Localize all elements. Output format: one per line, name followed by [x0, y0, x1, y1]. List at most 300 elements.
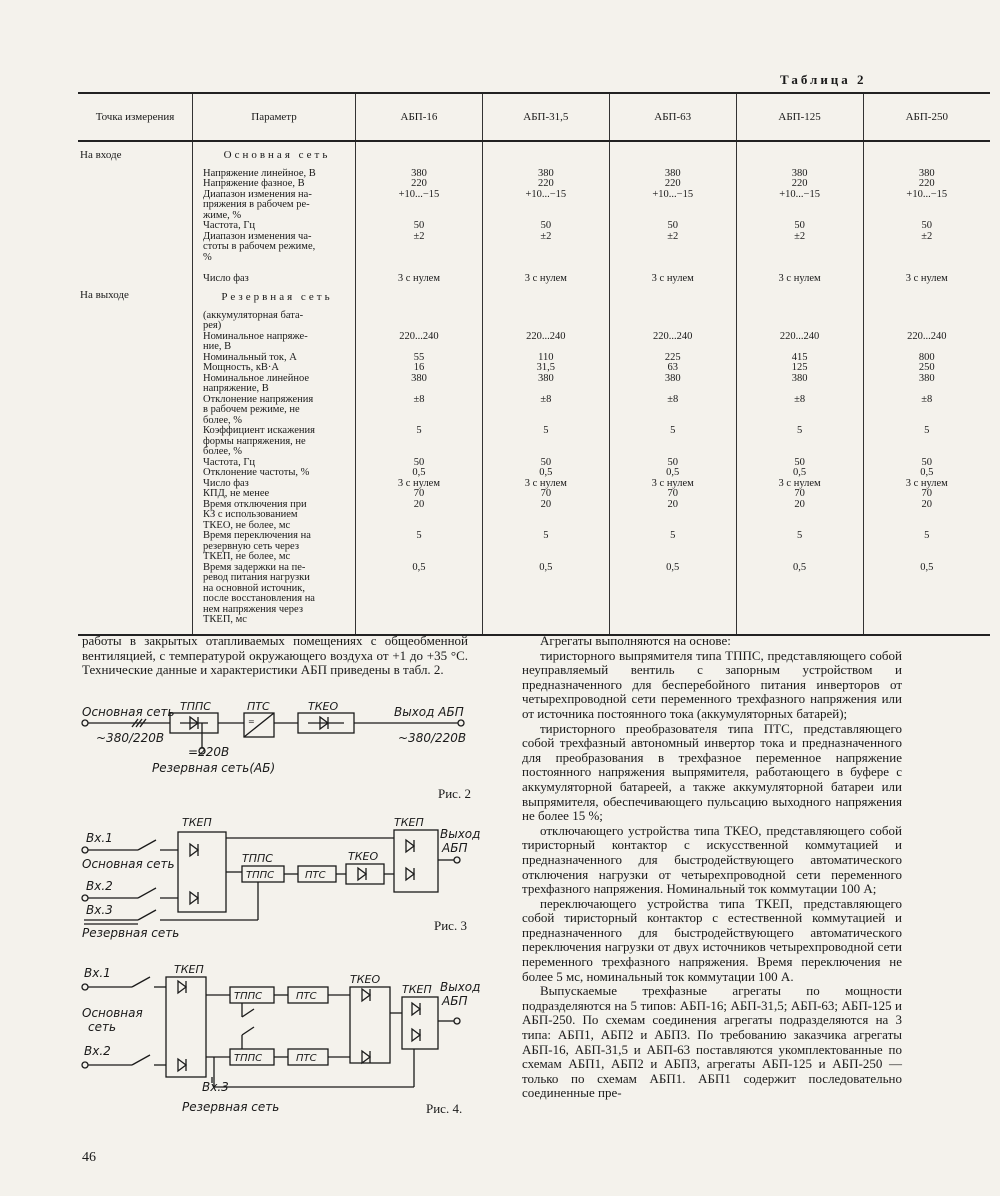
param-line: Диапазон изменения на- — [203, 188, 312, 200]
left-paragraph-text: работы в закрытых отапливаемых помещениях с общеобменной вентиляцией, с температурой окружающего воздуха от +1 до +35 °С. Технические данные и характеристики АБП приведены в табл. 2. — [82, 633, 468, 678]
value-cell: 220...240 — [907, 330, 947, 342]
value-cell: 220...240 — [653, 330, 693, 342]
param-line: более, % — [203, 414, 243, 426]
value-cell — [483, 447, 609, 458]
value-cell: 70 — [413, 488, 425, 499]
value-cell: 50 — [921, 220, 933, 231]
group-main-title: Основная сеть — [223, 149, 331, 161]
value-cell — [737, 342, 863, 353]
value-cell — [483, 605, 609, 616]
value-cell: 50 — [667, 456, 678, 468]
value-cell — [737, 573, 863, 584]
figure-4 — [82, 963, 481, 1120]
value-cell — [737, 437, 863, 448]
value-cell — [356, 200, 482, 211]
value-cell: ±2 — [667, 230, 679, 242]
value-cell: 110 — [538, 351, 554, 363]
value-cell — [483, 584, 609, 595]
value-cell — [356, 384, 482, 395]
param-line: более, % — [203, 446, 243, 457]
param-line: Диапазон изменения ча- — [203, 230, 312, 242]
value-cell — [737, 405, 863, 416]
value-cell — [864, 253, 990, 264]
value-cell — [864, 447, 990, 458]
value-cell — [864, 384, 990, 395]
param-line: Номинальный ток, А — [203, 351, 297, 363]
fig3-caption: Рис. 3 — [434, 918, 467, 933]
value-cell: 70 — [921, 488, 933, 499]
value-cell — [356, 573, 482, 584]
value-cell — [356, 321, 482, 332]
value-cell — [737, 321, 863, 332]
param-line: в рабочем режиме, не — [203, 404, 300, 415]
value-cell — [610, 263, 736, 274]
value-cell — [610, 552, 736, 563]
value-cell — [610, 510, 736, 521]
value-cell: 5 — [416, 530, 422, 541]
param-line: ние, В — [203, 341, 232, 352]
value-cell: 50 — [540, 220, 552, 231]
right-paragraph: отключающего устройства типа ТКЕО, представляющего собой тиристорный контактор с искусственной коммутацией и предназначенного для быстродействующего автоматического отключения нагрузки от четырехпроводной сети переменного трехфазного напряжения. Номинальный ток коммутации 100 А; — [522, 822, 902, 897]
fig4-main-net2: сеть — [88, 1020, 117, 1034]
fig3-out1: Выход — [440, 827, 481, 841]
value-cell — [610, 584, 736, 595]
point-column — [78, 141, 193, 635]
figure-2 — [82, 700, 472, 800]
value-cell: 3 с нулем — [778, 477, 821, 489]
value-cell — [610, 594, 736, 605]
value-cell: ±8 — [413, 393, 425, 405]
value-cell: 220...240 — [526, 330, 566, 342]
param-line — [203, 263, 351, 274]
value-cell: +10...−15 — [398, 188, 440, 200]
fig3-in3: Вх.3 — [86, 903, 113, 917]
fig3-tkep1-label: ТКЕП — [182, 816, 212, 829]
fig4-out2: АБП — [442, 994, 468, 1008]
param-line: ТКЕП, мс — [203, 614, 247, 625]
value-cell — [356, 242, 482, 253]
param-line: Частота, Гц — [203, 456, 256, 468]
value-cell: ±8 — [794, 393, 806, 405]
param-line: КПД, не менее — [203, 488, 270, 499]
value-cell — [737, 242, 863, 253]
fig3-tpps-label: ТППС — [242, 852, 273, 865]
value-cell — [610, 311, 736, 322]
value-cell: ±8 — [667, 393, 679, 405]
fig4-main-net1: Основная — [82, 1006, 143, 1020]
param-line: Число фаз — [203, 477, 249, 489]
fig4-caption: Рис. 4. — [426, 1101, 463, 1116]
value-cell: 5 — [416, 425, 422, 436]
value-cell: ±2 — [921, 230, 933, 242]
param-line: нем напряжения через — [203, 603, 303, 615]
right-paragraph: тиристорного преобразователя типа ПТС, представляющего собой трехфазный автономный инвертор тока и предназначенного для преобразования в трехфазное переменное напряжение постоянного напряжения выпрямителя, работающего в буфере с аккумуляторной батареей, а также аккумуляторной батареи или выпрямителя, обеспечивающего пульсацию выходного напряжения не более 15 %; — [522, 720, 902, 824]
fig3-in2: Вх.2 — [86, 879, 113, 893]
value-cell: ±8 — [540, 393, 552, 405]
fig4-in1: Вх.1 — [84, 966, 111, 980]
value-cell — [356, 311, 482, 322]
fig2-output-terminal — [458, 720, 464, 726]
value-cell: 380 — [791, 167, 808, 179]
value-cell — [483, 384, 609, 395]
value-cell — [483, 594, 609, 605]
header-param: Параметр — [193, 93, 356, 141]
value-cell: 5 — [670, 530, 676, 541]
value-cell — [483, 242, 609, 253]
value-cell — [737, 200, 863, 211]
value-cell — [356, 615, 482, 626]
left-paragraph — [82, 634, 468, 678]
value-cell: 220 — [537, 178, 554, 189]
param-line: Напряжение фазное, В — [203, 178, 305, 189]
value-cell: 3 с нулем — [651, 272, 694, 284]
value-cell — [610, 253, 736, 264]
value-cell: 380 — [664, 372, 681, 384]
fig3-tpps-text: ТППС — [246, 870, 275, 881]
group-reserve-title: Резервная сеть — [221, 291, 333, 303]
value-cell: ±2 — [413, 230, 425, 242]
value-cell — [864, 263, 990, 274]
value-cell: 5 — [543, 425, 549, 436]
value-cell: 50 — [794, 220, 805, 231]
value-cell — [610, 405, 736, 416]
fig2-main-voltage: ~380/220В — [96, 731, 165, 745]
value-cell — [356, 342, 482, 353]
value-cell — [737, 263, 863, 274]
table-caption: Таблица 2 — [780, 72, 867, 87]
value-cell: 3 с нулем — [397, 477, 440, 489]
value-cell: +10...−15 — [906, 188, 948, 200]
param-line: ТКЕО, не более, мс — [203, 519, 291, 531]
value-cell: 125 — [791, 362, 808, 373]
value-cell: 55 — [413, 351, 425, 363]
value-cell — [737, 311, 863, 322]
value-cell: 0,5 — [666, 467, 680, 478]
value-cell — [483, 200, 609, 211]
values-column-abp125 — [736, 141, 863, 635]
value-cell: 380 — [411, 372, 427, 384]
header-abp125: АБП-125 — [736, 93, 863, 141]
value-cell — [737, 384, 863, 395]
value-cell: 380 — [918, 372, 935, 384]
value-cell — [610, 615, 736, 626]
param-line: на основной источник, — [203, 582, 305, 594]
value-cell: +10...−15 — [779, 188, 820, 200]
fig3-in1: Вх.1 — [86, 831, 113, 845]
fig2-pts-label: ПТС — [247, 700, 270, 713]
value-cell: 220...240 — [399, 330, 439, 342]
value-cell — [356, 405, 482, 416]
fig4-pts1-text: ПТС — [296, 991, 317, 1002]
value-cell — [483, 510, 609, 521]
value-cell — [737, 615, 863, 626]
fig3-tkeo-label: ТКЕО — [348, 850, 379, 863]
fig4-pts2-text: ПТС — [296, 1053, 317, 1064]
param-line: (аккумуляторная бата- — [203, 309, 304, 321]
value-cell — [864, 342, 990, 353]
value-cell: 380 — [918, 167, 935, 179]
param-line: формы напряжения, не — [203, 435, 306, 447]
fig4-out1: Выход — [440, 980, 481, 994]
value-cell — [864, 510, 990, 521]
fig3-tkep1-block — [178, 832, 226, 912]
fig2-input-terminal — [82, 720, 88, 726]
right-paragraph: тиристорного выпрямителя типа ТППС, представляющего собой неуправляемый вентиль с запорным устройством и предназначенного для бесперебойного питания инверторов от четырехпроводной сети переменного трехфазного напряжения или от источника постоянного тока (аккумуляторных батарей); — [522, 647, 902, 721]
fig3-out2: АБП — [442, 841, 468, 855]
right-paragraph: переключающего устройства типа ТКЕП, представляющего собой тиристорный контактор с естественной коммутацией и предназначенного для быстродействующего автоматического переключения нагрузки от двух источников четырехпроводной сети переменного трехфазного напряжения. Время переключения не более 5 мс, номинальный ток коммутации 100 А. — [522, 895, 902, 984]
value-cell — [356, 253, 482, 264]
figure-3 — [82, 810, 481, 940]
value-cell — [356, 594, 482, 605]
value-cell: 31,5 — [536, 362, 556, 373]
right-column-text — [522, 634, 902, 1101]
value-cell: 3 с нулем — [651, 477, 694, 489]
value-cell — [610, 447, 736, 458]
table-header-row — [78, 93, 990, 141]
value-cell — [610, 384, 736, 395]
value-cell — [483, 342, 609, 353]
value-cell: 0,5 — [793, 561, 807, 573]
value-cell — [483, 321, 609, 332]
value-cell — [356, 552, 482, 563]
value-cell: 220 — [664, 178, 681, 189]
value-cell: 70 — [540, 488, 552, 499]
value-cell: 5 — [670, 425, 676, 436]
value-cell — [864, 311, 990, 322]
value-cell — [356, 584, 482, 595]
value-cell: ±2 — [540, 230, 552, 242]
fig2-reserve-voltage: =220В — [188, 745, 230, 759]
value-cell: 800 — [918, 351, 935, 363]
value-cell — [864, 584, 990, 595]
values-column-abp31 — [482, 141, 609, 635]
value-cell — [864, 242, 990, 253]
value-cell — [483, 263, 609, 274]
value-cell: 50 — [540, 456, 552, 468]
fig2-tpps-label: ТППС — [180, 700, 211, 713]
value-cell: 50 — [667, 220, 678, 231]
header-abp16: АБП-16 — [356, 93, 483, 141]
fig4-in3: Вх.3 — [202, 1080, 229, 1094]
values-column-abp250 — [863, 141, 990, 635]
value-cell: 50 — [413, 220, 425, 231]
fig3-tkep2-block — [394, 830, 438, 892]
value-cell — [864, 405, 990, 416]
header-abp63: АБП-63 — [609, 93, 736, 141]
value-cell — [356, 605, 482, 616]
param-line: ТКЕП, не более, мс — [203, 551, 291, 562]
value-cell — [610, 242, 736, 253]
param-line: после восстановления на — [203, 593, 315, 604]
fig3-main-net: Основная сеть — [82, 857, 175, 871]
value-cell: 380 — [411, 167, 427, 179]
param-column — [193, 141, 356, 635]
value-cell: 250 — [918, 362, 935, 373]
value-cell — [356, 437, 482, 448]
spec-table — [78, 92, 990, 636]
fig3-pts-text: ПТС — [305, 870, 326, 881]
value-cell — [737, 542, 863, 553]
value-cell: 5 — [796, 425, 803, 436]
value-cell: 50 — [921, 456, 933, 468]
value-cell: 3 с нулем — [905, 477, 948, 489]
value-cell — [356, 263, 482, 274]
value-cell — [356, 510, 482, 521]
value-cell — [737, 605, 863, 616]
value-cell: 3 с нулем — [524, 477, 567, 489]
value-cell — [737, 253, 863, 264]
point-out: На выходе — [80, 288, 129, 301]
value-cell — [483, 615, 609, 626]
value-cell — [737, 594, 863, 605]
values-column-abp63 — [609, 141, 736, 635]
fig2-tkeo-label: ТКЕО — [308, 700, 339, 713]
value-cell — [737, 447, 863, 458]
value-cell: 380 — [537, 372, 554, 384]
value-cell: 5 — [543, 530, 549, 541]
value-cell: 0,5 — [920, 561, 934, 573]
param-line: Число фаз — [203, 272, 249, 284]
value-cell — [864, 605, 990, 616]
value-cell — [864, 542, 990, 553]
param-line: напряжение, В — [203, 383, 269, 394]
value-cell — [864, 552, 990, 563]
param-line: Время отключения при — [203, 498, 307, 510]
table-body-row — [78, 141, 990, 635]
param-line: стоты в рабочем режиме, — [203, 241, 316, 252]
value-cell: 0,5 — [793, 467, 807, 478]
right-paragraph: Выпускаемые трехфазные агрегаты по мощности подразделяются на 5 типов: АБП-16; АБП-31,5; АБП-63; АБП-125 и АБП-250. По схемам соединения агрегаты подразделяются на 3 типа: АБП1, АБП2 и АБП3. По требованию заказчика агрегаты АБП-16, АБП-31,5 и АБП-63 поставляются укомплектованные по схемам АБП1, АБП2 и АБП3, агрегаты АБП-125 и АБП-250 — только по схемам АБП1. АБП1 содержит последовательно соединенные пре- — [522, 983, 902, 1101]
value-cell — [483, 552, 609, 563]
value-cell: 0,5 — [539, 467, 553, 478]
value-cell: 220 — [791, 178, 808, 189]
value-cell: +10...−15 — [525, 188, 567, 200]
param-line: КЗ с использованием — [203, 509, 298, 520]
param-line: Частота, Гц — [203, 220, 256, 231]
value-cell: 415 — [791, 351, 808, 363]
value-cell — [356, 447, 482, 458]
fig4-tpps2-text: ТППС — [234, 1053, 263, 1064]
value-cell: 20 — [921, 498, 933, 510]
value-cell — [483, 311, 609, 322]
value-cell: 16 — [413, 362, 425, 373]
value-cell: 5 — [924, 425, 930, 436]
value-cell: 0,5 — [539, 561, 553, 573]
header-abp31: АБП-31,5 — [482, 93, 609, 141]
value-cell — [610, 605, 736, 616]
value-cell: 50 — [794, 456, 805, 468]
value-cell — [864, 321, 990, 332]
value-cell: ±8 — [921, 393, 933, 405]
value-cell — [610, 542, 736, 553]
value-cell: 5 — [924, 530, 930, 541]
fig4-tkeo-label: ТКЕО — [350, 973, 381, 986]
value-cell: 70 — [794, 488, 805, 499]
value-cell — [610, 200, 736, 211]
value-cell — [356, 542, 482, 553]
value-cell — [483, 437, 609, 448]
header-abp250: АБП-250 — [863, 93, 990, 141]
value-cell: 70 — [667, 488, 678, 499]
value-cell: 5 — [796, 530, 803, 541]
value-cell: 220 — [918, 178, 935, 189]
value-cell: 63 — [667, 362, 678, 373]
param-line: резервную сеть через — [203, 540, 299, 552]
page-number: 46 — [82, 1150, 96, 1165]
value-cell — [483, 253, 609, 264]
value-cell: 50 — [413, 456, 425, 468]
value-cell: 0,5 — [412, 561, 426, 573]
value-cell — [610, 437, 736, 448]
value-cell — [610, 321, 736, 332]
value-cell — [864, 200, 990, 211]
value-cell: 20 — [413, 498, 425, 510]
value-cell: +10...−15 — [652, 188, 694, 200]
fig2-main-net: Основная сеть — [82, 705, 175, 719]
value-cell: 0,5 — [666, 561, 680, 573]
header-point: Точка измерения — [78, 93, 193, 141]
value-cell: 20 — [540, 498, 552, 510]
value-cell: 380 — [791, 372, 808, 384]
value-cell — [864, 615, 990, 626]
fig2-out-voltage: ~380/220В — [398, 731, 467, 745]
fig4-tkep1-label: ТКЕП — [174, 963, 204, 976]
param-line: Отклонение напряжения — [203, 393, 314, 405]
param-line: ревод питания нагрузки — [203, 572, 310, 583]
value-cell — [737, 552, 863, 563]
value-cell: 0,5 — [920, 467, 934, 478]
param-line: % — [203, 251, 212, 263]
param-line: Время задержки на пе- — [203, 561, 306, 573]
value-cell: 20 — [667, 498, 678, 510]
value-cell: 20 — [794, 498, 805, 510]
param-line: Номинальное напряже- — [203, 330, 308, 342]
param-line: жиме, % — [203, 209, 242, 221]
value-cell — [737, 584, 863, 595]
right-paragraph: Агрегаты выполняются на основе: — [540, 633, 731, 648]
fig3-reserve-net: Резервная сеть — [82, 926, 180, 940]
value-cell — [864, 573, 990, 584]
param-line: Коэффициент искажения — [203, 425, 315, 436]
value-cell — [483, 542, 609, 553]
fig4-in2: Вх.2 — [84, 1044, 111, 1058]
value-cell: 0,5 — [412, 467, 426, 478]
value-cell: 3 с нулем — [524, 272, 567, 284]
fig2-pts-dc-sign: = — [248, 717, 255, 726]
value-cell: 220...240 — [779, 330, 820, 342]
value-cell — [864, 437, 990, 448]
value-cell — [610, 342, 736, 353]
param-line: рея) — [203, 320, 222, 331]
fig2-caption: Рис. 2 — [438, 786, 471, 801]
value-cell — [610, 573, 736, 584]
value-cell: ±2 — [794, 230, 806, 242]
values-column-abp16 — [356, 141, 483, 635]
fig4-reserve-net: Резервная сеть — [182, 1100, 280, 1114]
param-line: Номинальное линейное — [203, 372, 309, 384]
value-cell — [737, 510, 863, 521]
value-cell — [483, 573, 609, 584]
value-cell: 220 — [411, 178, 427, 189]
value-cell — [864, 594, 990, 605]
value-cell — [483, 405, 609, 416]
param-line: Отклонение частоты, % — [203, 467, 310, 478]
param-line: Время переключения на — [203, 530, 311, 541]
param-line: пряжения в рабочем ре- — [203, 199, 310, 210]
value-cell: 3 с нулем — [397, 272, 440, 284]
value-cell: 3 с нулем — [905, 272, 948, 284]
value-cell: 380 — [537, 167, 554, 179]
